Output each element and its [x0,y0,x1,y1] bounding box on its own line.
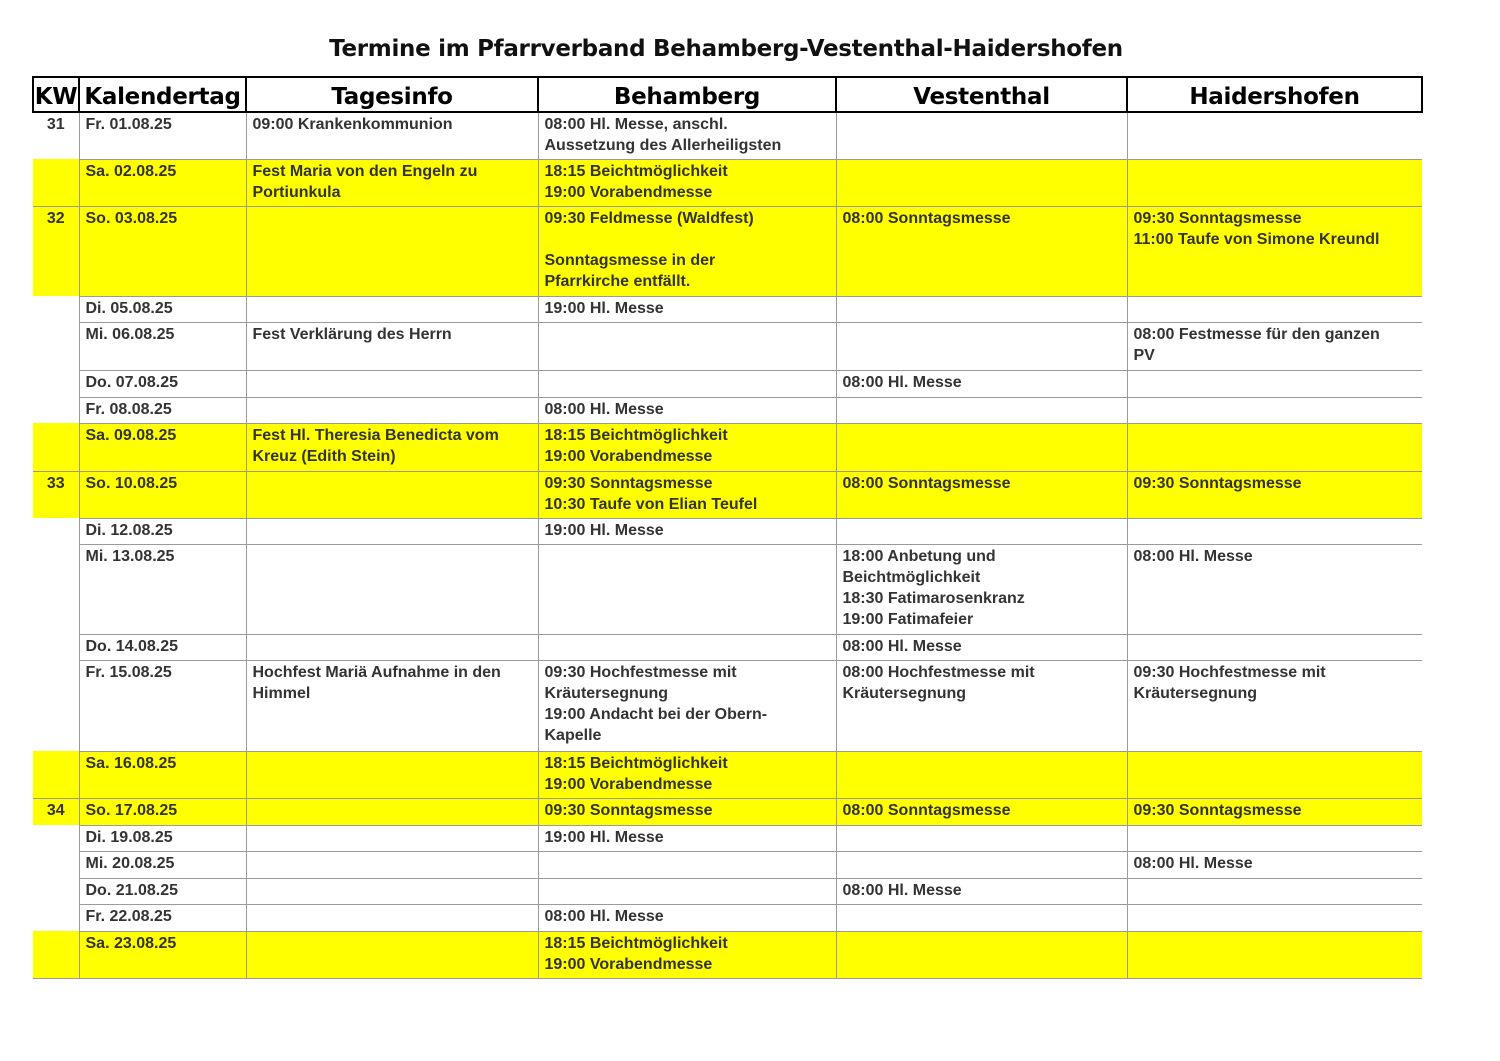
tagesinfo-cell [246,370,538,397]
cell-line: 09:30 Hochfestmesse mit [544,663,737,681]
kw-cell: 32 [33,206,79,296]
kw-cell [33,904,79,931]
table-row [33,878,1422,904]
haidershofen-cell [1127,878,1422,904]
cell-line: 09:30 Feldmesse (Waldfest) [544,209,754,227]
vestenthal-cell [836,544,1127,634]
cell-line: 18:30 Fatimarosenkranz [842,589,1025,607]
cell-line: 09:30 Sonntagsmesse [1133,801,1302,819]
table-row [33,370,1422,397]
vestenthal-cell [836,751,1127,798]
cell-line: 18:00 Anbetung und [842,547,996,565]
tagesinfo-cell [246,878,538,904]
tagesinfo-cell [246,322,538,370]
tagesinfo-cell [246,423,538,471]
behamberg-cell [538,660,836,751]
cell-line: 08:00 Hl. Messe [842,881,962,899]
haidershofen-cell [1127,518,1422,544]
table-row [33,397,1422,423]
cell-line: 19:00 Vorabendmesse [544,955,713,973]
cell-line: 08:00 Sonntagsmesse [842,474,1011,492]
kw-cell [33,159,79,206]
behamberg-cell [538,206,836,296]
cell-line: 08:00 Hl. Messe [544,907,664,925]
tagesinfo-cell [246,660,538,751]
date-cell: Di. 12.08.25 [79,518,246,544]
schedule-table [32,76,1423,979]
behamberg-cell [538,825,836,851]
vestenthal-cell [836,634,1127,660]
vestenthal-cell [836,851,1127,878]
haidershofen-cell [1127,159,1422,206]
date-cell: Mi. 13.08.25 [79,544,246,634]
cell-line: 08:00 Hl. Messe [544,400,664,418]
haidershofen-cell [1127,370,1422,397]
kw-cell: 34 [33,798,79,825]
behamberg-cell [538,397,836,423]
vestenthal-cell [836,660,1127,751]
cell-line: 08:00 Hochfestmesse mit [842,663,1035,681]
tagesinfo-cell [246,206,538,296]
tagesinfo-cell [246,518,538,544]
vestenthal-cell [836,518,1127,544]
table-row [33,471,1422,518]
cell-line: 08:00 Sonntagsmesse [842,801,1011,819]
vestenthal-cell [836,825,1127,851]
tagesinfo-cell [246,825,538,851]
kw-cell [33,825,79,851]
table-row [33,931,1422,978]
vestenthal-cell [836,397,1127,423]
kw-cell [33,931,79,978]
behamberg-cell [538,471,836,518]
cell-line: 09:30 Sonntagsmesse [544,801,713,819]
vestenthal-cell [836,931,1127,978]
header-vestenthal: Vestenthal [836,77,1127,112]
table-row [33,634,1422,660]
table-row [33,825,1422,851]
cell-line: Fest Verklärung des Herrn [252,325,452,343]
behamberg-cell [538,544,836,634]
table-row [33,751,1422,798]
date-cell: Mi. 06.08.25 [79,322,246,370]
haidershofen-cell [1127,544,1422,634]
tagesinfo-cell [246,471,538,518]
cell-line: 19:00 Vorabendmesse [544,447,713,465]
header-kw: KW [33,77,79,112]
kw-cell [33,322,79,370]
cell-line: Kräutersegnung [842,684,967,702]
cell-line: 19:00 Vorabendmesse [544,183,713,201]
kw-cell: 33 [33,471,79,518]
table-row [33,904,1422,931]
tagesinfo-cell [246,751,538,798]
haidershofen-cell [1127,851,1422,878]
kw-cell [33,370,79,397]
tagesinfo-cell [246,634,538,660]
cell-line: 19:00 Vorabendmesse [544,775,713,793]
cell-line: 18:15 Beichtmöglichkeit [544,426,728,444]
vestenthal-cell [836,423,1127,471]
date-cell: Fr. 01.08.25 [79,112,246,159]
date-cell: Di. 05.08.25 [79,296,246,322]
date-cell: Fr. 22.08.25 [79,904,246,931]
cell-line [545,229,836,250]
cell-line: 09:30 Sonntagsmesse [544,474,713,492]
kw-cell: 31 [33,112,79,159]
tagesinfo-cell [246,798,538,825]
vestenthal-cell [836,112,1127,159]
date-cell: Fr. 08.08.25 [79,397,246,423]
tagesinfo-cell [246,112,538,159]
cell-line: 08:00 Hl. Messe [1133,547,1253,565]
kw-cell [33,851,79,878]
table-row [33,423,1422,471]
date-cell: Fr. 15.08.25 [79,660,246,751]
cell-line: 11:00 Taufe von Simone Kreundl [1133,230,1380,248]
vestenthal-cell [836,159,1127,206]
tagesinfo-cell [246,296,538,322]
behamberg-cell [538,322,836,370]
cell-line: 08:00 Festmesse für den ganzen [1133,325,1380,343]
cell-line: Beichtmöglichkeit [842,568,981,586]
table-row [33,518,1422,544]
cell-line: 09:30 Hochfestmesse mit [1133,663,1326,681]
table-row [33,296,1422,322]
cell-line: 18:15 Beichtmöglichkeit [544,162,728,180]
tagesinfo-cell [246,931,538,978]
kw-cell [33,397,79,423]
tagesinfo-cell [246,159,538,206]
header-haidershofen: Haidershofen [1127,77,1422,112]
cell-line: Kräutersegnung [544,684,669,702]
header-kalendertag: Kalendertag [79,77,246,112]
haidershofen-cell [1127,904,1422,931]
date-cell: Sa. 16.08.25 [79,751,246,798]
date-cell: Sa. 02.08.25 [79,159,246,206]
behamberg-cell [538,851,836,878]
haidershofen-cell [1127,471,1422,518]
cell-line: Aussetzung des Allerheiligsten [544,137,782,154]
behamberg-cell [538,518,836,544]
date-cell: Sa. 09.08.25 [79,423,246,471]
behamberg-cell [538,159,836,206]
haidershofen-cell [1127,634,1422,660]
haidershofen-cell [1127,660,1422,751]
cell-line: Fest Maria von den Engeln zu [252,162,478,180]
table-row [33,798,1422,825]
haidershofen-cell [1127,423,1422,471]
cell-line: 18:15 Beichtmöglichkeit [544,934,728,952]
behamberg-cell [538,798,836,825]
kw-cell [33,878,79,904]
cell-line: Himmel [252,684,311,702]
behamberg-cell [538,931,836,978]
behamberg-cell [538,751,836,798]
cell-line: Kapelle [544,726,602,744]
header-behamberg: Behamberg [538,77,836,112]
date-cell: Do. 21.08.25 [79,878,246,904]
vestenthal-cell [836,471,1127,518]
cell-line: Kräutersegnung [1133,684,1258,702]
kw-cell [33,423,79,471]
cell-line: 09:00 Krankenkommunion [252,116,453,133]
haidershofen-cell [1127,397,1422,423]
cell-line: Hochfest Mariä Aufnahme in den [252,663,501,681]
cell-line: 19:00 Fatimafeier [842,610,974,628]
haidershofen-cell [1127,751,1422,798]
cell-line: 19:00 Hl. Messe [544,521,664,539]
table-row [33,159,1422,206]
date-cell: Di. 19.08.25 [79,825,246,851]
kw-cell [33,518,79,544]
table-row [33,660,1422,751]
table-row [33,206,1422,296]
cell-line: 19:00 Hl. Messe [544,828,664,846]
cell-line: 19:00 Hl. Messe [544,299,664,317]
cell-line: 08:00 Sonntagsmesse [842,209,1011,227]
cell-line: Pfarrkirche entfällt. [544,272,691,290]
schedule-body [33,112,1422,978]
header-tagesinfo: Tagesinfo [246,77,538,112]
behamberg-cell [538,423,836,471]
behamberg-cell [538,634,836,660]
vestenthal-cell [836,296,1127,322]
cell-line: Fest Hl. Theresia Benedicta vom [252,426,499,444]
cell-line: 08:00 Hl. Messe [842,373,962,391]
vestenthal-cell [836,878,1127,904]
behamberg-cell [538,904,836,931]
cell-line: 08:00 Hl. Messe [842,637,962,655]
vestenthal-cell [836,798,1127,825]
haidershofen-cell [1127,798,1422,825]
cell-line: 08:00 Hl. Messe [1133,854,1253,872]
haidershofen-cell [1127,322,1422,370]
cell-line: 08:00 Hl. Messe, anschl. [544,116,728,133]
kw-cell [33,751,79,798]
date-cell: Mi. 20.08.25 [79,851,246,878]
cell-line: 09:30 Sonntagsmesse [1133,209,1302,227]
kw-cell [33,634,79,660]
vestenthal-cell [836,904,1127,931]
vestenthal-cell [836,322,1127,370]
behamberg-cell [538,878,836,904]
table-row [33,851,1422,878]
kw-cell [33,660,79,751]
kw-cell [33,544,79,634]
tagesinfo-cell [246,851,538,878]
table-row [33,544,1422,634]
vestenthal-cell [836,370,1127,397]
cell-line: Kreuz (Edith Stein) [252,447,396,465]
table-row [33,112,1422,159]
haidershofen-cell [1127,931,1422,978]
header-row [33,77,1422,112]
tagesinfo-cell [246,904,538,931]
date-cell: So. 10.08.25 [79,471,246,518]
behamberg-cell [538,112,836,159]
cell-line: Sonntagsmesse in der [544,251,716,269]
date-cell: So. 17.08.25 [79,798,246,825]
date-cell: So. 03.08.25 [79,206,246,296]
haidershofen-cell [1127,825,1422,851]
cell-line: 10:30 Taufe von Elian Teufel [544,495,758,513]
haidershofen-cell [1127,296,1422,322]
cell-line: 09:30 Sonntagsmesse [1133,474,1302,492]
behamberg-cell [538,296,836,322]
haidershofen-cell [1127,112,1422,159]
cell-line: Portiunkula [252,183,341,201]
haidershofen-cell [1127,206,1422,296]
date-cell: Sa. 23.08.25 [79,931,246,978]
tagesinfo-cell [246,544,538,634]
page-title: Termine im Pfarrverband Behamberg-Vestenthal-Haidershofen [329,36,1123,62]
tagesinfo-cell [246,397,538,423]
vestenthal-cell [836,206,1127,296]
date-cell: Do. 07.08.25 [79,370,246,397]
table-row [33,322,1422,370]
cell-line: PV [1133,346,1155,364]
cell-line: 18:15 Beichtmöglichkeit [544,754,728,772]
kw-cell [33,296,79,322]
behamberg-cell [538,370,836,397]
date-cell: Do. 14.08.25 [79,634,246,660]
cell-line: 19:00 Andacht bei der Obern- [544,705,768,723]
